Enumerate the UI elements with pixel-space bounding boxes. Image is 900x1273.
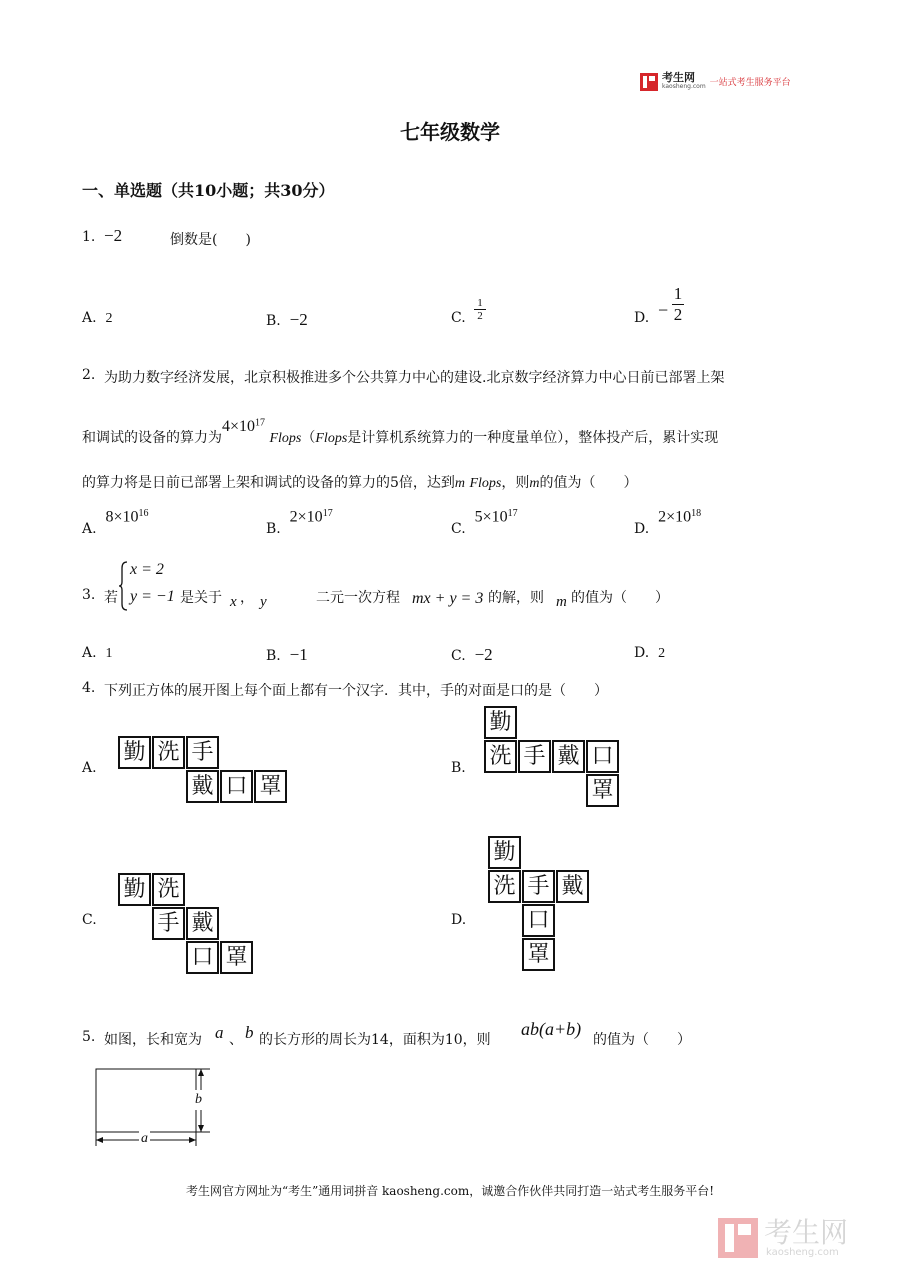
- q5-figure-label-b: b: [195, 1090, 202, 1110]
- watermark-domain: kaosheng.com: [766, 1246, 839, 1258]
- q3-number: 3.: [82, 587, 96, 603]
- q5-text-a: 如图，长和宽为: [104, 1032, 202, 1048]
- q2-option-a: A. $8\times 10^{16}$: [82, 508, 149, 537]
- q4-option-d-label: D.: [451, 912, 467, 928]
- page-footer: 考生网官方网址为“考生”通用词拼音 kaosheng.com，诚邀合作伙伴共同打造一站式考生服务平台!: [185, 1184, 715, 1198]
- logo-domain: kaosheng.com: [662, 83, 706, 90]
- q5-text-b: 的长方形的周长为14，面积为10，则: [259, 1032, 491, 1048]
- q1-option-a: A. 2: [82, 310, 113, 326]
- q5-var-b: b: [245, 1023, 254, 1042]
- q3-ruo: 若: [104, 590, 118, 606]
- q3-option-c: C. −2: [451, 645, 493, 664]
- q1-option-d-label: D.: [634, 310, 650, 326]
- net-cell: 洗: [152, 873, 185, 906]
- logo-icon: [640, 73, 658, 91]
- q2-line-3: 的算力将是日前已部署上架和调试的设备的算力的5倍，达到m Flops，则m的值为（ ）: [82, 475, 638, 491]
- q5-separator: 、: [229, 1032, 243, 1048]
- q2-line-2: 和调试的设备的算力为$4\times 10^{17}$ Flops（Flops是计算机系统算力的一种度量单位），整体投产后，累计实现: [82, 417, 719, 446]
- q4-option-b-label: B.: [451, 760, 466, 776]
- section-heading: 一、单选题（共10小题；共30分）: [82, 181, 335, 200]
- net-cell: 戴: [186, 770, 219, 803]
- header-logo: [640, 72, 791, 91]
- net-cell: 罩: [586, 774, 619, 807]
- logo-name: 考生网: [662, 71, 695, 84]
- net-cell: 口: [522, 904, 555, 937]
- q5-figure-label-a: a: [141, 1131, 148, 1146]
- q1-option-b: B. −2: [266, 310, 308, 329]
- q3-var-y: y: [260, 594, 267, 610]
- q2-option-b: B. $2\times 10^{17}$: [266, 508, 333, 537]
- q1-expr: −2: [104, 226, 123, 245]
- net-cell: 手: [518, 740, 551, 773]
- logo-text: [662, 72, 706, 91]
- net-cell: 洗: [484, 740, 517, 773]
- net-cell: 手: [522, 870, 555, 903]
- q3-option-d: D. 2: [634, 645, 666, 661]
- watermark-logo: [718, 1215, 849, 1258]
- net-cell: 手: [186, 736, 219, 769]
- net-cell: 勤: [484, 706, 517, 739]
- q1-text: 倒数是( ): [170, 232, 251, 248]
- net-cell: 手: [152, 907, 185, 940]
- q3-option-b: B. −1: [266, 645, 308, 664]
- q3-text-a: 是关于: [180, 590, 222, 606]
- q3-var-m: m: [556, 594, 567, 610]
- q4-text: 下列正方体的展开图上每个面上都有一个汉字．其中，手的对面是口的是（ ）: [104, 683, 608, 699]
- q1-option-c-label: C.: [451, 310, 466, 326]
- q1-option-d-sign: −: [658, 300, 669, 320]
- watermark-name: 考生网: [764, 1215, 849, 1249]
- net-cell: 洗: [488, 870, 521, 903]
- net-cell: 勤: [118, 736, 151, 769]
- net-cell: 口: [220, 770, 253, 803]
- q3-var-x: x: [230, 594, 237, 610]
- net-cell: 勤: [118, 873, 151, 906]
- q3-text-b: 二元一次方程: [316, 590, 400, 606]
- q1-number: 1.: [82, 229, 96, 245]
- q3-comma: ，: [240, 590, 254, 606]
- net-cell: 罩: [220, 941, 253, 974]
- net-cell: 口: [186, 941, 219, 974]
- q3-eq2: y = −1: [130, 588, 175, 605]
- net-cell: 戴: [552, 740, 585, 773]
- q3-option-a: A. 1: [82, 645, 113, 661]
- net-cell: 戴: [186, 907, 219, 940]
- watermark-icon: [718, 1218, 758, 1258]
- q5-text-c: 的值为（ ）: [593, 1032, 691, 1048]
- q1-option-d-fraction: 1 2: [673, 284, 683, 324]
- logo-slogan: 一站式考生服务平台: [709, 78, 791, 88]
- net-cell: 戴: [556, 870, 589, 903]
- q3-equation: mx + y = 3: [412, 590, 484, 607]
- watermark-text: [758, 1215, 849, 1258]
- q3-system-brace: [118, 560, 128, 612]
- page-title: 七年级数学: [400, 120, 500, 144]
- net-cell: 洗: [152, 736, 185, 769]
- q2-option-d: D. $2\times 10^{18}$: [634, 508, 702, 537]
- q2-line-1: 为助力数字经济发展，北京积极推进多个公共算力中心的建设.北京数字经济算力中心日前已部署上架: [104, 370, 725, 386]
- q4-option-c-label: C.: [82, 912, 97, 928]
- q5-var-a: a: [215, 1023, 224, 1042]
- q4-option-a-label: A.: [82, 760, 97, 776]
- q2-option-c: C. $5\times 10^{17}$: [451, 508, 518, 537]
- q5-number: 5.: [82, 1029, 96, 1045]
- q1-option-c-fraction: 1 2: [474, 297, 486, 322]
- q2-number: 2.: [82, 367, 96, 383]
- net-cell: 罩: [254, 770, 287, 803]
- q3-text-d: 的值为（ ）: [571, 590, 669, 606]
- net-cell: 口: [586, 740, 619, 773]
- net-cell: 勤: [488, 836, 521, 869]
- q3-text-c: 的解，则: [488, 590, 544, 606]
- q3-eq1: x = 2: [130, 561, 164, 578]
- q4-number: 4.: [82, 680, 96, 696]
- net-cell: 罩: [522, 938, 555, 971]
- q5-expression: ab(a+b): [521, 1019, 582, 1039]
